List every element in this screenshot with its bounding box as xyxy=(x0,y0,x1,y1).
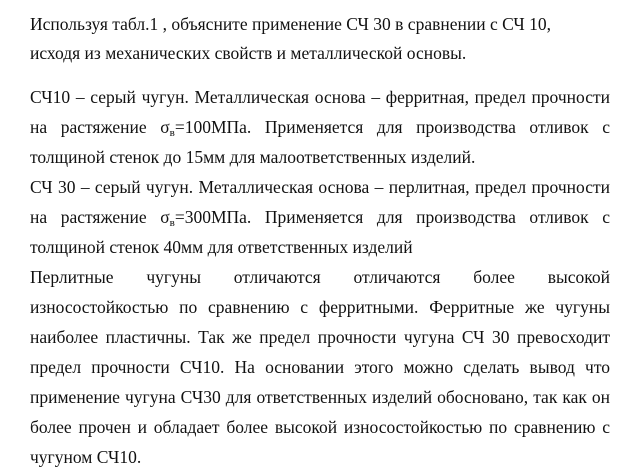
question-line-1: Используя табл.1 , объясните применение СЧ 30 в сравнении с СЧ 10, xyxy=(30,14,551,34)
sigma-symbol: σ xyxy=(160,207,170,227)
paragraph-sch30-text-end: =300МПа. Применяется для производства отливок с толщиной стенок 40мм для ответственных изделий xyxy=(30,207,610,257)
sigma-symbol: σ xyxy=(160,117,170,137)
paragraph-sch30-text-start: СЧ 30 – серый чугун. Металлическая основа – перлитная, предел прочности на растяжение xyxy=(30,177,610,227)
question-line-2: исходя из механических свойств и металлической основы. xyxy=(30,43,467,63)
question-text xyxy=(30,10,610,68)
sigma-subscript: в xyxy=(169,127,175,139)
paragraph-sch10 xyxy=(30,82,610,172)
paragraph-conclusion: Перлитные чугуны отличаются отличаются более высокой износостойкостью по сравнению с ферритными. Ферритные же чугуны наиболее пластичны. Так же предел прочности чугуна СЧ 30 превосходит предел прочности СЧ10. На основании этого можно сделать вывод что применение чугуна СЧ30 для ответственных изделий обосновано, так как он более прочен и обладает более высокой износостойкостью по сравнению с чугуном СЧ10. xyxy=(30,267,610,467)
document-page xyxy=(30,10,610,472)
paragraph-sch10-text-end: =100МПа. Применяется для производства отливок с толщиной стенок до 15мм для малоответственных изделий. xyxy=(30,117,610,167)
paragraph-sch30 xyxy=(30,172,610,262)
answer-block xyxy=(30,82,610,472)
sigma-subscript: в xyxy=(169,217,175,229)
paragraph-sch10-text-start: СЧ10 – серый чугун. Металлическая основа – ферритная, предел прочности на растяжение xyxy=(30,87,610,137)
